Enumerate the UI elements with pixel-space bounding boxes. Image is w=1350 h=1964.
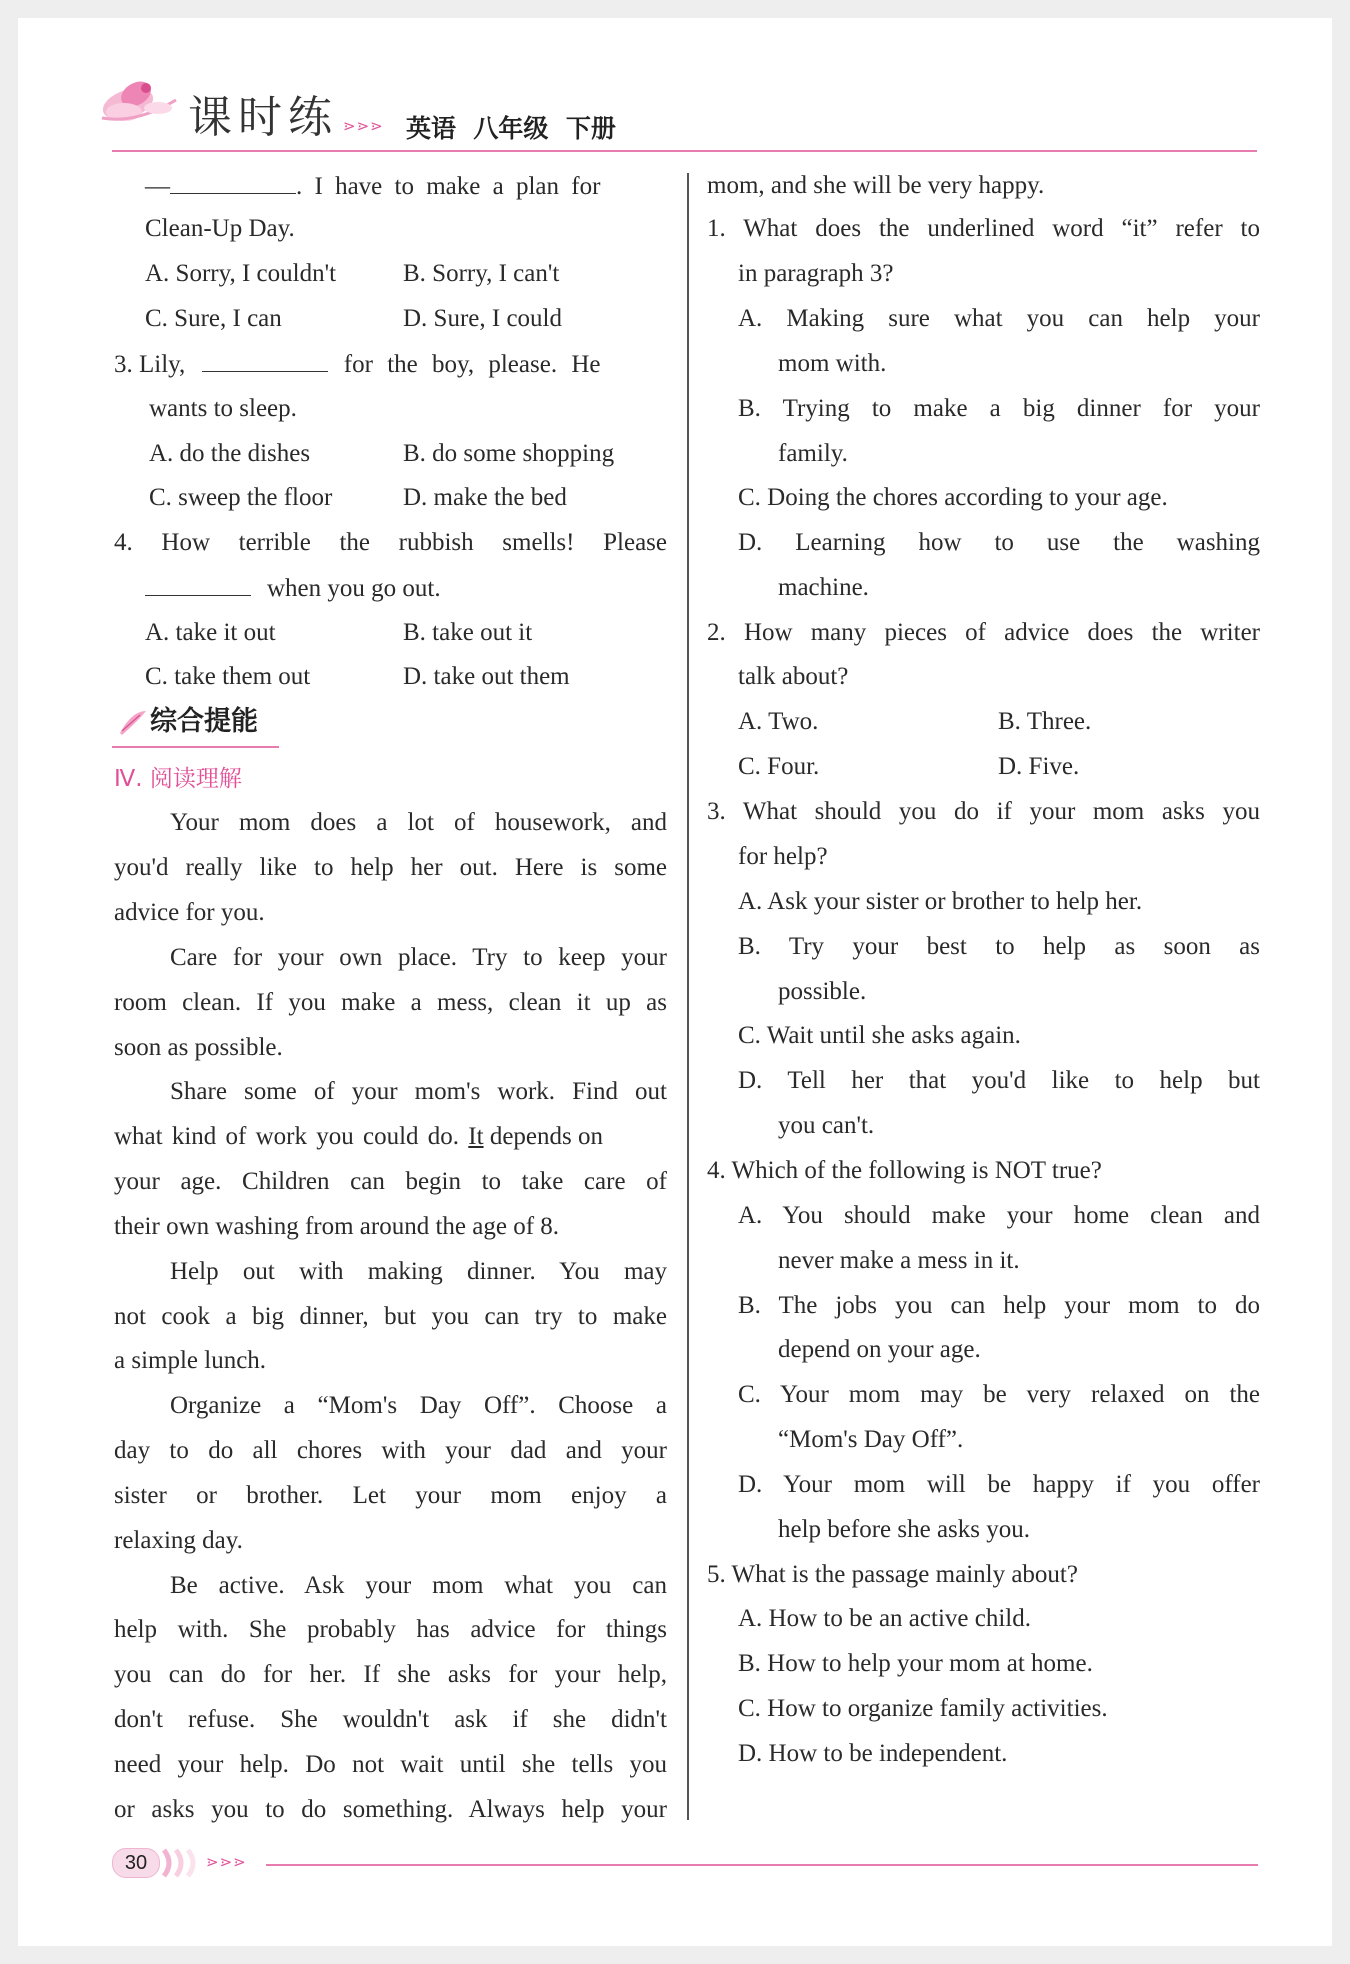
q3r-option-c[interactable]: C. Wait until she asks again. <box>738 1022 1021 1049</box>
q1-option-d-cont: machine. <box>778 574 869 601</box>
passage-line: sister or brother. Let your mom enjoy a <box>114 1482 667 1509</box>
passage-line: soon as possible. <box>114 1034 283 1061</box>
passage-line: relaxing day. <box>114 1527 243 1554</box>
passage-line: Your mom does a lot of housework, and <box>170 809 667 836</box>
header-rule <box>112 150 1257 152</box>
q4-line1: 4. How terrible the rubbish smells! Please <box>114 529 667 556</box>
passage-line: help with. She probably has advice for things <box>114 1616 667 1643</box>
q3r-option-a[interactable]: A. Ask your sister or brother to help her. <box>738 888 1143 915</box>
q2r-option-c[interactable]: C. Four. <box>738 753 820 780</box>
section-feather-icon <box>118 707 148 737</box>
q2-line2: Clean-Up Day. <box>145 215 295 242</box>
passage-line: their own washing from around the age of 8. <box>114 1213 560 1240</box>
q3-line1: 3. Lily, for the boy, please. He <box>114 347 667 382</box>
q4r-option-d[interactable]: D. Your mom will be happy if you offer <box>738 1471 1260 1498</box>
q1-option-d[interactable]: D. Learning how to use the washing <box>738 529 1260 556</box>
passage-line: Care for your own place. Try to keep your <box>170 944 667 971</box>
q4r-option-d-cont: help before she asks you. <box>778 1516 1031 1543</box>
passage-line: Be active. Ask your mom what you can <box>170 1572 667 1599</box>
q3-option-a[interactable]: A. do the dishes <box>149 440 311 467</box>
q4r-option-a-cont: never make a mess in it. <box>778 1247 1020 1274</box>
passage-line: a simple lunch. <box>114 1347 267 1374</box>
answer-blank[interactable] <box>202 347 328 372</box>
q2-option-c[interactable]: C. Sure, I can <box>145 305 282 332</box>
q1-option-b-cont: family. <box>778 440 848 467</box>
q4r-option-a[interactable]: A. You should make your home clean and <box>738 1202 1260 1229</box>
passage-line: you can do for her. If she asks for your help, <box>114 1661 667 1688</box>
q4-option-b[interactable]: B. take out it <box>403 619 533 646</box>
question-3: 3. What should you do if your mom asks you <box>707 798 1260 825</box>
q1-option-a[interactable]: A. Making sure what you can help your <box>738 305 1260 332</box>
question-2: 2. How many pieces of advice does the writer <box>707 619 1260 646</box>
q3r-option-d[interactable]: D. Tell her that you'd like to help but <box>738 1067 1260 1094</box>
q4r-option-b-cont: depend on your age. <box>778 1336 981 1363</box>
question-2-cont: talk about? <box>738 663 849 690</box>
passage-line: advice for you. <box>114 899 265 926</box>
q3-option-b[interactable]: B. do some shopping <box>403 440 615 467</box>
passage-line: Share some of your mom's work. Find out <box>170 1078 667 1105</box>
passage-line: Help out with making dinner. You may <box>170 1258 667 1285</box>
q3r-option-b[interactable]: B. Try your best to help as soon as <box>738 933 1260 960</box>
passage-line: mom, and she will be very happy. <box>707 172 1045 199</box>
flower-logo-icon <box>96 70 186 132</box>
footer-rule <box>266 1864 1258 1866</box>
passage-line: don't refuse. She wouldn't ask if she didn't <box>114 1706 667 1733</box>
passage-line: room clean. If you make a mess, clean it up as <box>114 989 667 1016</box>
q2-option-d[interactable]: D. Sure, I could <box>403 305 562 332</box>
q3r-option-d-cont: you can't. <box>778 1112 875 1139</box>
q3-option-d[interactable]: D. make the bed <box>403 484 567 511</box>
passage-line-with-underline: what kind of work you could do. It depends on <box>114 1123 603 1150</box>
q2r-option-b[interactable]: B. Three. <box>998 708 1092 735</box>
q2-line1: — . I have to make a plan for <box>145 169 667 204</box>
q4r-option-c[interactable]: C. Your mom may be very relaxed on the <box>738 1381 1260 1408</box>
q2r-option-a[interactable]: A. Two. <box>738 708 819 735</box>
question-4: 4. Which of the following is NOT true? <box>707 1157 1102 1184</box>
header-dots-icon: ⋗⋗⋗ <box>343 119 384 135</box>
passage-line: Organize a “Mom's Day Off”. Choose a <box>170 1392 667 1419</box>
passage-line: your age. Children can begin to take care of <box>114 1168 667 1195</box>
q5r-option-a[interactable]: A. How to be an active child. <box>738 1605 1031 1632</box>
section-rule <box>112 746 279 748</box>
q3-line2: wants to sleep. <box>149 395 297 422</box>
page-arc-icon <box>162 1848 202 1878</box>
q4-option-a[interactable]: A. take it out <box>145 619 276 646</box>
passage-line: not cook a big dinner, but you can try to make <box>114 1303 667 1330</box>
section-title: 综合提能 <box>150 706 258 737</box>
q5r-option-b[interactable]: B. How to help your mom at home. <box>738 1650 1093 1677</box>
page-number: 30 <box>112 1848 160 1878</box>
brand-title: 课时练 <box>188 92 338 143</box>
q3r-option-b-cont: possible. <box>778 978 867 1005</box>
q4-option-d[interactable]: D. take out them <box>403 663 570 690</box>
q1-option-b[interactable]: B. Trying to make a big dinner for your <box>738 395 1260 422</box>
q4-option-c[interactable]: C. take them out <box>145 663 311 690</box>
q4r-option-b[interactable]: B. The jobs you can help your mom to do <box>738 1292 1260 1319</box>
q5r-option-d[interactable]: D. How to be independent. <box>738 1740 1008 1767</box>
answer-blank[interactable] <box>170 169 296 194</box>
column-divider <box>687 173 689 1820</box>
q2r-option-d[interactable]: D. Five. <box>998 753 1080 780</box>
passage-line: or asks you to do something. Always help your <box>114 1796 667 1823</box>
question-5: 5. What is the passage mainly about? <box>707 1561 1078 1588</box>
q3-option-c[interactable]: C. sweep the floor <box>149 484 333 511</box>
q2-option-a[interactable]: A. Sorry, I couldn't <box>145 260 337 287</box>
answer-blank[interactable] <box>145 571 251 596</box>
subject-label: 英语 八年级 下册 <box>406 114 616 143</box>
q1-option-a-cont: mom with. <box>778 350 887 377</box>
q1-option-c[interactable]: C. Doing the chores according to your age. <box>738 484 1168 511</box>
q5r-option-c[interactable]: C. How to organize family activities. <box>738 1695 1108 1722</box>
question-3-cont: for help? <box>738 843 828 870</box>
passage-line: day to do all chores with your dad and your <box>114 1437 667 1464</box>
question-1-cont: in paragraph 3? <box>738 260 894 287</box>
passage-line: need your help. Do not wait until she tells you <box>114 1751 667 1778</box>
footer-dots-icon: ⋗⋗⋗ <box>206 1855 247 1871</box>
part-title: Ⅳ. 阅读理解 <box>114 766 242 792</box>
q4-line2: when you go out. <box>145 571 441 606</box>
question-1: 1. What does the underlined word “it” refer to <box>707 215 1260 242</box>
q2-option-b[interactable]: B. Sorry, I can't <box>403 260 560 287</box>
passage-line: you'd really like to help her out. Here is some <box>114 854 667 881</box>
q4r-option-c-cont: “Mom's Day Off”. <box>778 1426 964 1453</box>
underlined-it: It <box>468 1123 484 1150</box>
